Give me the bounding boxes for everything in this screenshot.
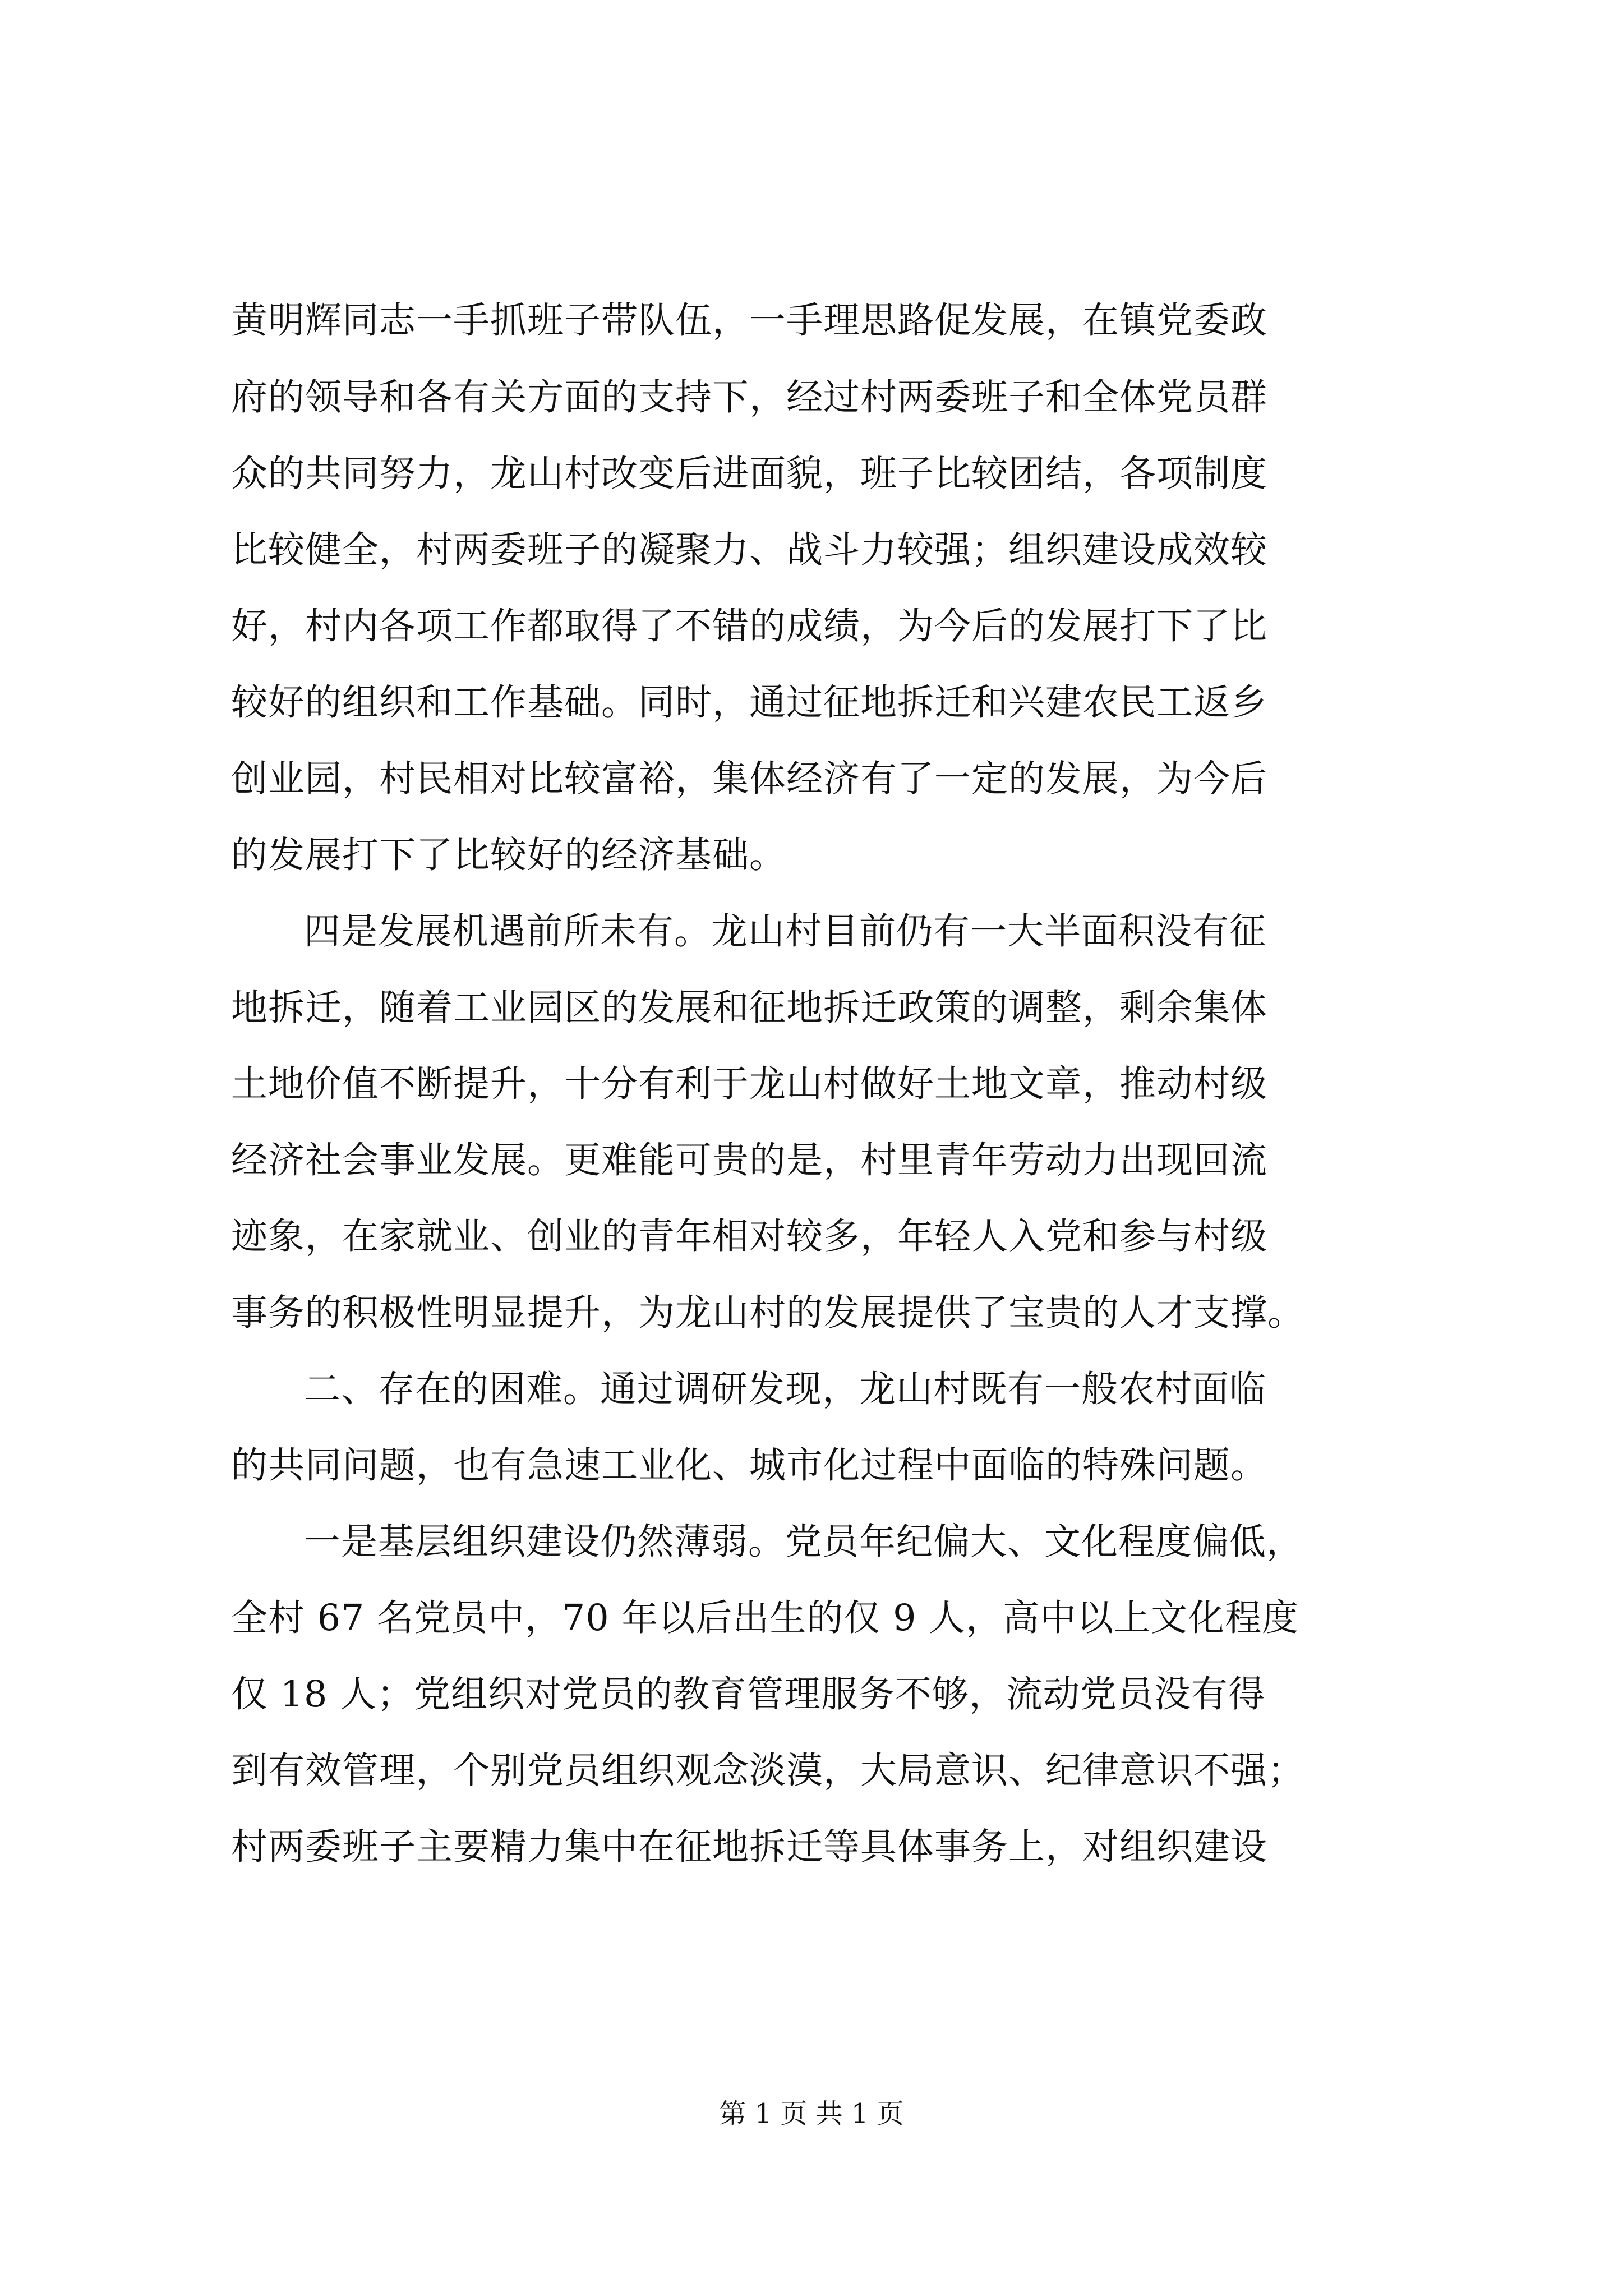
text-line: 的发展打下了比较好的经济基础。 xyxy=(231,834,787,876)
text-line: 黄明辉同志一手抓班子带队伍，一手理思路促发展，在镇党委政 xyxy=(231,300,1268,342)
text-line: 好，村内各项工作都取得了不错的成绩，为今后的发展打下了比 xyxy=(231,605,1268,647)
paragraph-first-line: 四是发展机遇前所未有。龙山村目前仍有一大半面积没有征 xyxy=(304,910,1267,953)
text-line: 地拆迁，随着工业园区的发展和征地拆迁政策的调整，剩余集体 xyxy=(231,987,1268,1029)
paragraph-first-line: 一是基层组织建设仍然薄弱。党员年纪偏大、文化程度偏低， xyxy=(304,1521,1304,1563)
text-line: 全村 67 名党员中，70 年以后出生的仅 9 人，高中以上文化程度 xyxy=(231,1597,1299,1639)
text-line: 较好的组织和工作基础。同时，通过征地拆迁和兴建农民工返乡 xyxy=(231,682,1268,724)
text-line: 村两委班子主要精力集中在征地拆迁等具体事务上，对组织建设 xyxy=(231,1826,1268,1868)
text-line: 府的领导和各有关方面的支持下，经过村两委班子和全体党员群 xyxy=(231,376,1268,418)
text-line: 迹象，在家就业、创业的青年相对较多，年轻人入党和参与村级 xyxy=(231,1216,1268,1258)
text-line: 事务的积极性明显提升，为龙山村的发展提供了宝贵的人才支撑。 xyxy=(231,1292,1305,1334)
text-line: 经济社会事业发展。更难能可贵的是，村里青年劳动力出现回流 xyxy=(231,1139,1268,1181)
text-line: 土地价值不断提升，十分有利于龙山村做好土地文章，推动村级 xyxy=(231,1063,1268,1105)
page-footer: 第 1 页 共 1 页 xyxy=(719,2098,904,2129)
text-line: 到有效管理，个别党员组织观念淡漠，大局意识、纪律意识不强； xyxy=(231,1750,1305,1792)
text-line: 的共同问题，也有急速工业化、城市化过程中面临的特殊问题。 xyxy=(231,1444,1268,1487)
text-line: 仅 18 人；党组织对党员的教育管理服务不够，流动党员没有得 xyxy=(231,1673,1266,1715)
text-line: 比较健全，村两委班子的凝聚力、战斗力较强；组织建设成效较 xyxy=(231,529,1268,571)
paragraph-first-line: 二、存在的困难。通过调研发现，龙山村既有一般农村面临 xyxy=(304,1368,1267,1410)
text-line: 创业园，村民相对比较富裕，集体经济有了一定的发展，为今后 xyxy=(231,758,1268,800)
text-line: 众的共同努力，龙山村改变后进面貌，班子比较团结，各项制度 xyxy=(231,453,1268,495)
